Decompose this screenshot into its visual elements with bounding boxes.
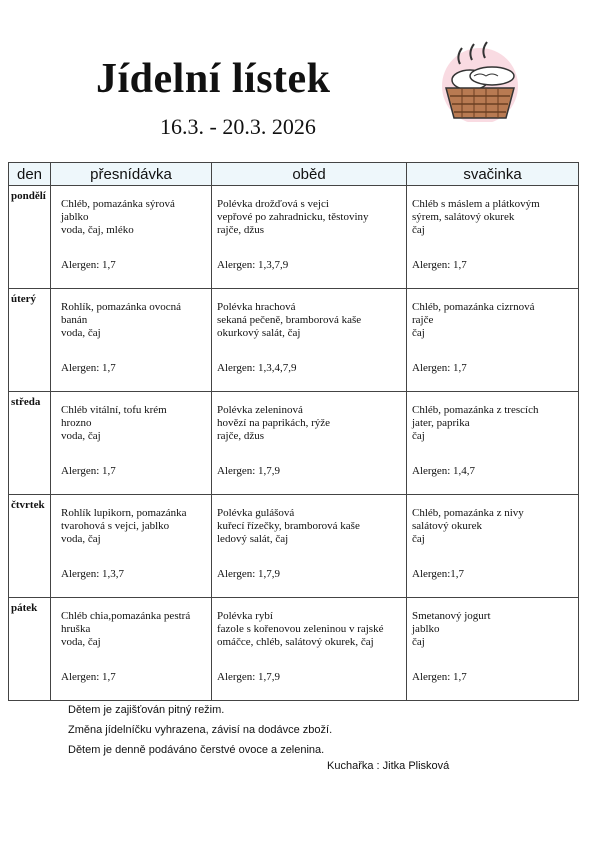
table-row [9, 392, 579, 495]
column-header-snack: svačinka [407, 163, 579, 186]
allergen-text: Alergen: 1,7 [412, 362, 467, 374]
food-text: Polévka rybí fazole s kořenovou zeleninou v rajské omáčce, chléb, salátový okurek, čaj [217, 610, 384, 648]
allergen-text: Alergen: 1,3,7,9 [217, 259, 289, 271]
allergen-text: Alergen:1,7 [412, 568, 465, 580]
table-header-row [9, 163, 579, 186]
allergen-text: Alergen: 1,7 [61, 671, 116, 683]
allergen-text: Alergen: 1,3,4,7,9 [217, 362, 297, 374]
food-text: Polévka hrachová sekaná pečeně, bramborová kaše okurkový salát, čaj [217, 301, 362, 339]
lunch-cell [212, 392, 407, 495]
breakfast-cell [51, 289, 212, 392]
bread-basket-icon [430, 40, 530, 122]
snack-cell [407, 495, 579, 598]
food-text: Chléb, pomazánka z trescích jater, paprika čaj [412, 404, 539, 442]
day-cell: pátek [9, 598, 51, 701]
menu-table [8, 162, 579, 701]
allergen-text: Alergen: 1,7 [61, 362, 116, 374]
food-text: Chléb, pomazánka sýrová jablko voda, čaj, mléko [61, 198, 175, 236]
food-text: Polévka gulášová kuřecí řízečky, bramborová kaše ledový salát, čaj [217, 507, 360, 545]
signature: Kuchařka : Jitka Plisková [327, 760, 450, 772]
food-text: Smetanový jogurt jablko čaj [412, 610, 491, 648]
snack-cell [407, 186, 579, 289]
food-text: Rohlík lupikorn, pomazánka tvarohová s vejci, jablko voda, čaj [61, 507, 187, 545]
snack-cell [407, 392, 579, 495]
day-cell: pondělí [9, 186, 51, 289]
note-line: Dětem je zajišťován pitný režim. [68, 704, 225, 716]
day-cell: středa [9, 392, 51, 495]
note-line: Dětem je denně podáváno čerstvé ovoce a zelenina. [68, 744, 325, 756]
allergen-text: Alergen: 1,3,7 [61, 568, 125, 580]
allergen-text: Alergen: 1,4,7 [412, 465, 476, 477]
lunch-cell [212, 289, 407, 392]
breakfast-cell [51, 495, 212, 598]
food-text: Rohlík, pomazánka ovocná banán voda, čaj [61, 301, 182, 339]
column-header-day: den [9, 163, 51, 186]
allergen-text: Alergen: 1,7 [61, 465, 116, 477]
page-title: Jídelní lístek [96, 56, 331, 102]
allergen-text: Alergen: 1,7,9 [217, 568, 281, 580]
table-row [9, 598, 579, 701]
allergen-text: Alergen: 1,7 [412, 259, 467, 271]
breakfast-cell [51, 186, 212, 289]
snack-cell [407, 598, 579, 701]
food-text: Chléb s máslem a plátkovým sýrem, salátový okurek čaj [412, 198, 540, 236]
lunch-cell [212, 598, 407, 701]
food-text: Chléb vitální, tofu krém hrozno voda, čaj [61, 404, 167, 442]
column-header-lunch: oběd [212, 163, 407, 186]
notes [68, 700, 332, 760]
table-row [9, 289, 579, 392]
allergen-text: Alergen: 1,7,9 [217, 465, 281, 477]
allergen-text: Alergen: 1,7 [412, 671, 467, 683]
allergen-text: Alergen: 1,7,9 [217, 671, 281, 683]
day-cell: čtvrtek [9, 495, 51, 598]
note-line: Změna jídelníčku vyhrazena, závisí na dodávce zboží. [68, 724, 333, 736]
snack-cell [407, 289, 579, 392]
table-row [9, 495, 579, 598]
food-text: Chléb, pomazánka cizrnová rajče čaj [412, 301, 535, 339]
table-row [9, 186, 579, 289]
food-text: Chléb chia,pomazánka pestrá hruška voda, čaj [61, 610, 191, 648]
lunch-cell [212, 186, 407, 289]
food-text: Polévka zeleninová hovězí na paprikách, rýže rajče, džus [217, 404, 330, 442]
lunch-cell [212, 495, 407, 598]
food-text: Chléb, pomazánka z nivy salátový okurek čaj [412, 507, 524, 545]
allergen-text: Alergen: 1,7 [61, 259, 116, 271]
column-header-breakfast: přesnídávka [51, 163, 212, 186]
breakfast-cell [51, 598, 212, 701]
date-range: 16.3. - 20.3. 2026 [160, 114, 316, 139]
breakfast-cell [51, 392, 212, 495]
day-cell: úterý [9, 289, 51, 392]
food-text: Polévka drožďová s vejci vepřové po zahradnicku, těstoviny rajče, džus [217, 198, 369, 236]
